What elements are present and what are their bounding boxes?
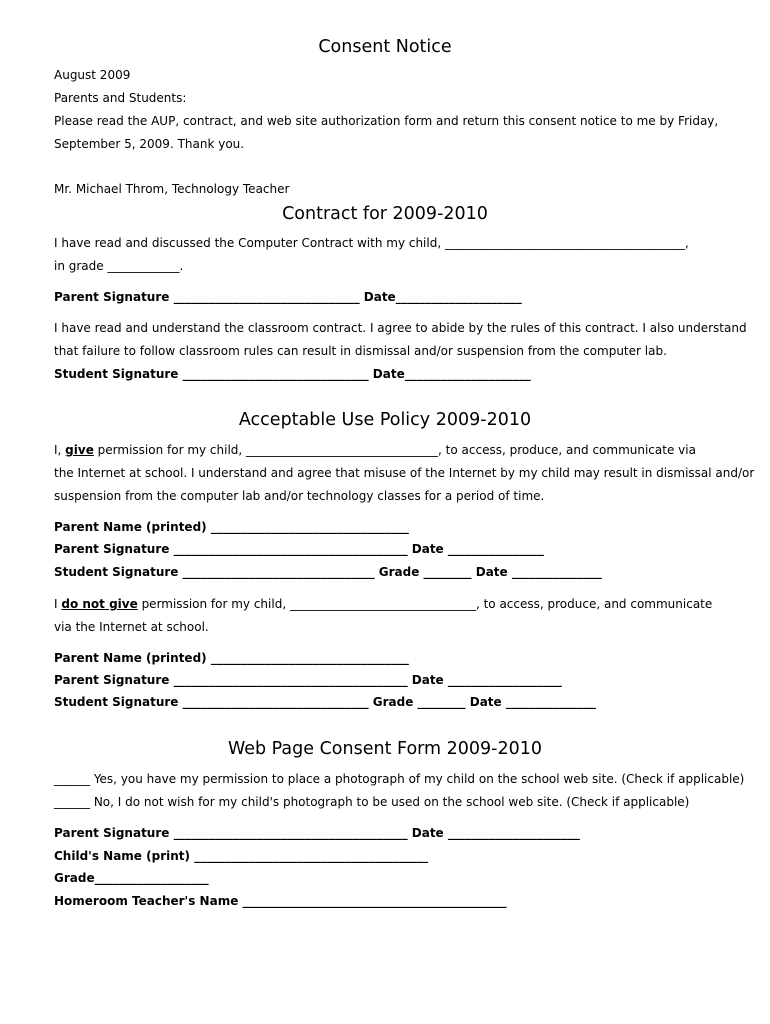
web-grade[interactable]: Grade___________________: [54, 871, 209, 885]
contract-student-signature[interactable]: Student Signature _______________________________ Date_____________________: [54, 367, 531, 381]
aup-student-signature[interactable]: Student Signature ________________________________ Grade ________ Date _______________: [54, 565, 602, 579]
web-yes-option[interactable]: ______ Yes, you have my permission to place a photograph of my child on the school web site. (Check if applicable): [54, 772, 745, 786]
contract-child-line[interactable]: I have read and discussed the Computer Contract with my child, ________________________________________,: [54, 236, 689, 250]
contract-statement-line-1: I have read and understand the classroom contract. I agree to abide by the rules of this contract. I also understand: [54, 321, 747, 335]
web-parent-signature[interactable]: Parent Signature _______________________________________ Date ______________________: [54, 826, 580, 840]
aup-parent-name-2[interactable]: Parent Name (printed) _________________________________: [54, 651, 409, 665]
aup-parent-name[interactable]: Parent Name (printed) _________________________________: [54, 520, 409, 534]
aup-give-word: give: [65, 443, 94, 457]
web-child-name[interactable]: Child's Name (print) _______________________________________: [54, 849, 429, 863]
teacher-signoff: Mr. Michael Throm, Technology Teacher: [54, 182, 290, 196]
aup-deny-line[interactable]: [54, 597, 712, 611]
aup-parent-signature[interactable]: Parent Signature _______________________________________ Date ________________: [54, 542, 544, 556]
contract-statement-line-2: that failure to follow classroom rules can result in dismissal and/or suspension from the computer lab.: [54, 344, 667, 358]
aup-give-line-2: the Internet at school. I understand and agree that misuse of the Internet by my child may result in dismissal and/or: [54, 466, 755, 480]
contract-grade-line[interactable]: in grade ____________.: [54, 259, 184, 273]
aup-give-suffix: permission for my child, ________________________________, to access, produce, and communicate via: [93, 443, 696, 457]
aup-title: Acceptable Use Policy 2009-2010: [238, 410, 532, 430]
web-homeroom-teacher[interactable]: Homeroom Teacher's Name ____________________________________________: [54, 894, 507, 908]
aup-student-signature-2[interactable]: Student Signature _______________________________ Grade ________ Date _______________: [54, 695, 596, 709]
web-consent-title: Web Page Consent Form 2009-2010: [227, 739, 543, 759]
notice-body-line-1: Please read the AUP, contract, and web site authorization form and return this consent notice to me by Friday,: [54, 114, 719, 128]
contract-title: Contract for 2009-2010: [282, 204, 488, 224]
aup-parent-signature-2[interactable]: Parent Signature _______________________________________ Date ___________________: [54, 673, 562, 687]
aup-deny-word: do not give: [61, 597, 138, 611]
notice-date: August 2009: [54, 68, 131, 82]
aup-give-line[interactable]: [54, 443, 696, 457]
aup-deny-suffix: permission for my child, _______________________________, to access, produce, and communicate: [137, 597, 713, 611]
web-no-option[interactable]: ______ No, I do not wish for my child's photograph to be used on the school web site. (Check if applicable): [54, 795, 690, 809]
aup-deny-line-2: via the Internet at school.: [54, 620, 209, 634]
aup-give-prefix: I,: [54, 443, 66, 457]
contract-parent-signature[interactable]: Parent Signature _______________________________ Date_____________________: [54, 290, 522, 304]
salutation: Parents and Students:: [54, 91, 187, 105]
aup-give-line-3: suspension from the computer lab and/or technology classes for a period of time.: [54, 489, 545, 503]
consent-notice-title: Consent Notice: [318, 37, 452, 57]
aup-deny-prefix: I: [54, 597, 62, 611]
notice-body-line-2: September 5, 2009. Thank you.: [54, 137, 245, 151]
